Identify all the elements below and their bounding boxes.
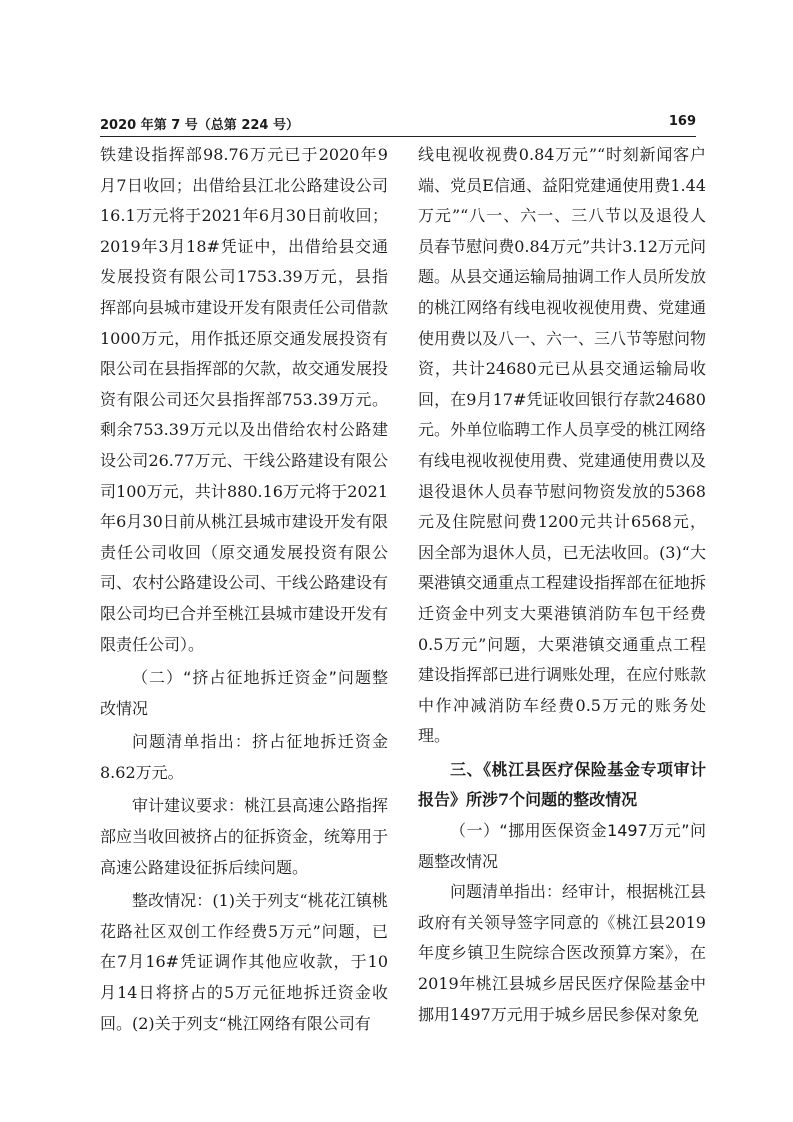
body-paragraph: 铁建设指挥部98.76万元已于2020年9月7日收回；出借给县江北公路建设公司16.1万元将于2021年6月30日前收回；2019年3月18#凭证中，出借给县交通发展投资有限公司1753.39万元，县指挥部向县城市建设开发有限责任公司借款1000万元，用作抵还原交通发展投资有限公司在县指挥部的欠款，故交通发展投资有限公司还欠县指挥部753.39万元。剩余753.39万元以及出借给农村公路建设公司26.77万元、干线公路建设有限公司100万元，共计880.16万元将于2021年6月30日前从桃江县城市建设开发有限责任公司收回（原交通发展投资有限公司、农村公路建设公司、干线公路建设有限公司均已合并至桃江县城市建设开发有限责任公司）。 [100, 145, 389, 654]
right-column [418, 140, 706, 1030]
subheading: （二）“挤占征地拆迁资金”问题整改情况 [100, 668, 388, 718]
body-paragraph: 整改情况：(1)关于列支“桃花江镇桃花路社区双创工作经费5万元”问题，已在7月16#凭证调作其他应收款，于10月14日将挤占的5万元征地拆迁资金收回。(2)关于列支“桃江网络有限公司有 [100, 891, 388, 1033]
page-number: 169 [668, 114, 696, 129]
body-paragraph: 线电视收视费0.84万元”“时刻新闻客户端、党员E信通、益阳党建通使用费1.44万元”“八一、六一、三八节以及退役人员春节慰问费0.84万元”共计3.12万元问题。从县交通运输局抽调工作人员所发放的桃江网络有线电视收视使用费、党建通使用费以及八一、六一、三八节等慰问物资，共计24680元已从县交通运输局收回，在9月17#凭证收回银行存款24680元。外单位临聘工作人员享受的桃江网络有线电视收视使用费、党建通使用费以及退役退休人员春节慰问物资发放的5368元及住院慰问费1200元共计6568元，因全部为退休人员，已无法收回。(3)“大栗港镇交通重点工程建设指挥部在征地拆迁资金中列支大栗港镇消防车包干经费0.5万元”问题，大栗港镇交通重点工程建设指挥部已进行调账处理，在应付账款中作冲减消防车经费0.5万元的账务处理。 [418, 145, 707, 746]
page-header [100, 114, 696, 136]
header-rule [100, 136, 696, 137]
subheading: （一）“挪用医保资金1497万元”问题整改情况 [418, 821, 706, 871]
left-column [100, 140, 388, 1039]
body-paragraph: 审计建议要求：桃江县高速公路指挥部应当收回被挤占的征拆资金，统筹用于高速公路建设征拆后续问题。 [100, 796, 389, 877]
body-paragraph: 问题清单指出：挤占征地拆迁资金8.62万元。 [100, 732, 388, 782]
issue-label: 2020 年第 7 号（总第 224 号） [100, 118, 299, 133]
body-paragraph: 问题清单指出：经审计，根据桃江县政府有关领导签字同意的《桃江县2019年度乡镇卫生院综合医改预算方案》，在2019年桃江县城乡居民医疗保险基金中挪用1497万元用于城乡居民参保对象免 [418, 882, 707, 1024]
section-heading: 三、《桃江县医疗保险基金专项审计报告》所涉7个问题的整改情况 [418, 759, 706, 810]
